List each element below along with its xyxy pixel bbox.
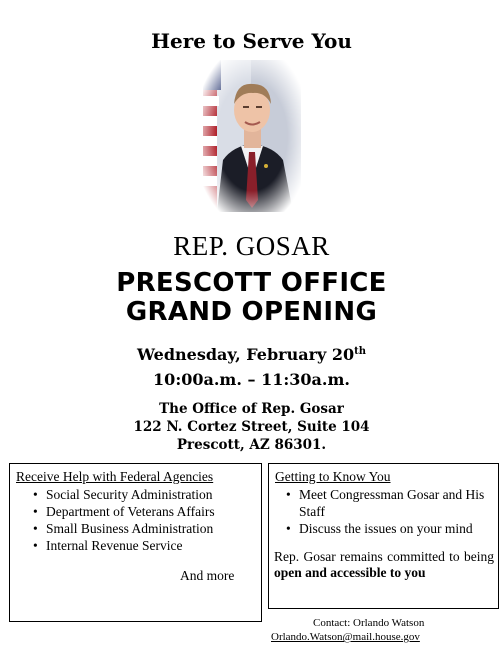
event-time: 10:00a.m. – 11:30a.m. — [153, 370, 350, 389]
agency-list — [16, 486, 256, 554]
address-line2: 122 N. Cortez Street, Suite 104 — [133, 419, 370, 435]
address-line1: The Office of Rep. Gosar — [159, 401, 344, 417]
getting-to-know-heading: Getting to Know You — [275, 469, 391, 484]
federal-agencies-heading: Receive Help with Federal Agencies — [16, 469, 214, 484]
contact-email-link[interactable]: Orlando.Watson@mail.house.gov — [271, 631, 420, 643]
event-date-text: Wednesday, February 20 — [136, 345, 355, 364]
getting-to-know-box — [268, 463, 499, 609]
commitment-note-text: Rep. Gosar remains committed to being — [274, 549, 494, 564]
commitment-note-bold: open and accessible to you — [274, 565, 426, 580]
activity-item: • Discuss the issues on your mind — [269, 520, 494, 537]
event-title-line2: GRAND OPENING — [125, 297, 378, 327]
page-title: Here to Serve You — [151, 29, 352, 53]
agency-item: • Social Security Administration — [16, 486, 256, 503]
rep-name: REP. GOSAR — [173, 231, 330, 261]
agency-item: • Department of Veterans Affairs — [16, 503, 256, 520]
agency-item: • Internal Revenue Service — [16, 537, 256, 554]
activity-list — [269, 486, 494, 537]
contact-label: Contact: Orlando Watson — [313, 617, 425, 629]
event-date — [0, 345, 503, 364]
event-date-suffix: th — [354, 346, 367, 357]
address-line3: Prescott, AZ 86301. — [176, 437, 327, 453]
portrait-photo — [203, 60, 301, 212]
portrait-image — [203, 60, 301, 212]
activity-item: • Meet Congressman Gosar and His Staff — [269, 486, 494, 520]
agency-item: • Small Business Administration — [16, 520, 256, 537]
and-more-text: And more — [180, 568, 235, 583]
event-title-line1: PRESCOTT OFFICE — [116, 268, 387, 298]
federal-agencies-box — [9, 463, 262, 622]
commitment-note — [274, 549, 494, 581]
